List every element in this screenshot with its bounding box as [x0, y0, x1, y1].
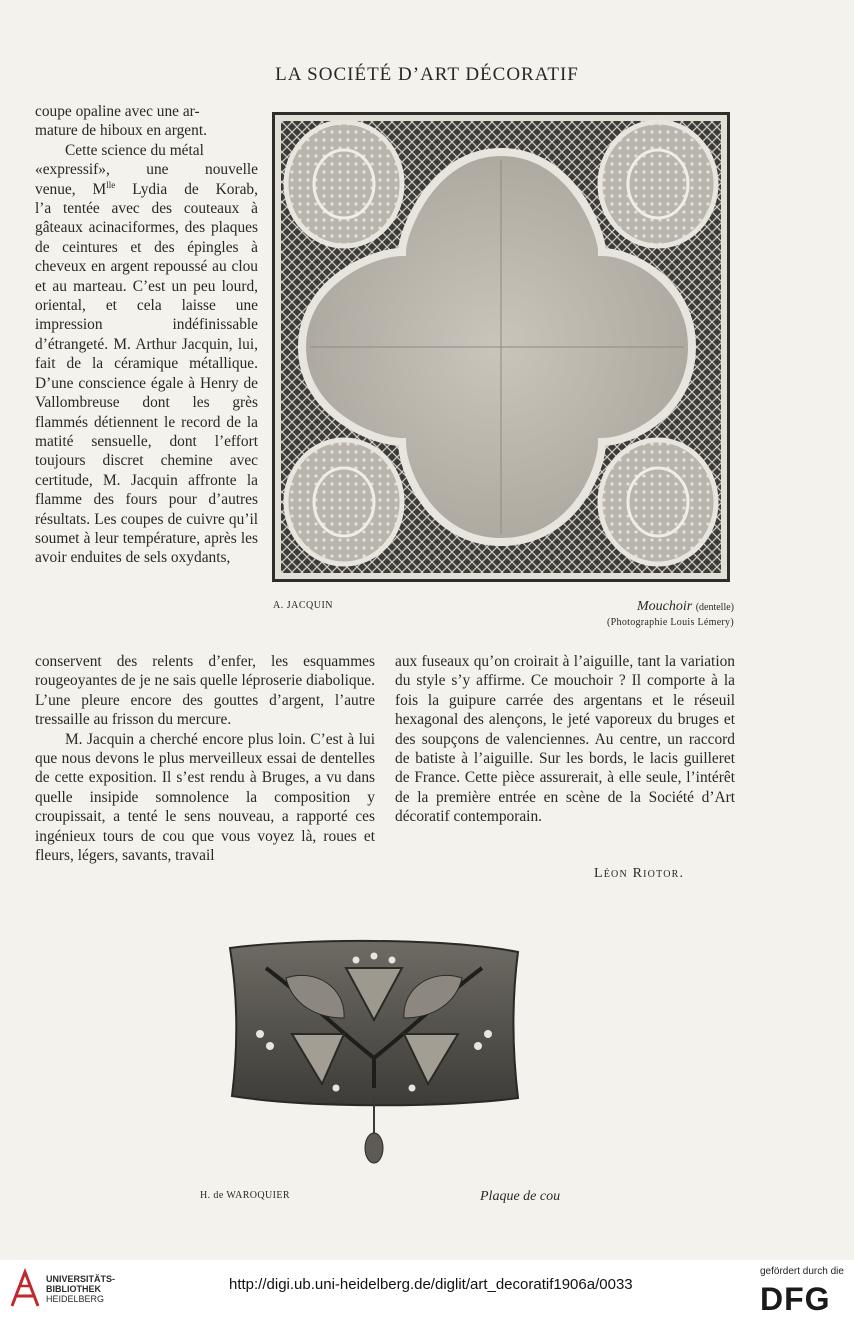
- logo-line: HEIDELBERG: [46, 1294, 105, 1304]
- lace-medallion: [286, 122, 402, 246]
- left-col-paragraph-2-line3: [35, 180, 258, 199]
- right-col-paragraph: aux fuseaux qu’on croirait à l’aiguille, tant la variation du style s’y affirme. Ce mouchoir ? Il comporte à la fois la guipure carrée des argentans et le réseuil hexagonal des alençons, le jeté vaporeux du bruges et des soupçons de valenciennes. Au centre, un raccord de batiste à l’aiguille. Sur les bords, le lacis guilleret de France. Cette pièce assurerait, à elle seule, l’intérêt de la première entrée en scène de la Société d’Art décoratif contemporain.: [395, 653, 735, 826]
- right-column: [395, 652, 735, 827]
- lower-left-paragraph-1: conservent des relents d’enfer, les esquammes rougeoyantes de je ne sais quelle léproserie diabolique. L’une pleure encore des gouttes d’argent, l’autre tressaille au frisson du mercure.: [35, 653, 375, 729]
- figure1-artist: A. JACQUIN: [273, 600, 333, 611]
- dfg-logo-icon: [760, 1282, 844, 1314]
- figure1-credit: (Photographie Louis Lémery): [607, 617, 734, 628]
- lace-medallion: [600, 122, 716, 246]
- dfg-logo-text: DFG: [760, 1282, 831, 1314]
- left-col-paragraph-2-line1: Cette science du métal: [65, 141, 204, 159]
- lower-left-paragraph-2: M. Jacquin a cherché encore plus loin. C’est à lui que nous devons le plus merveilleux essai de dentelles de cette exposition. Il s’est rendu à Bruges, a vu dans quelle insipide somnolence la composition y croupissait, a tenté le sens nouveau, a rapporté ces ingénieux tours de cou que vous voyez là, roues et fleurs, légers, savants, travail: [35, 730, 375, 865]
- left-column: [35, 102, 258, 568]
- figure2-artist: H. de WAROQUIER: [200, 1190, 290, 1201]
- left-col-text: Lydia de Korab,: [115, 180, 258, 198]
- lace-medallion: [600, 440, 716, 564]
- neck-plaque-image: [226, 938, 522, 1170]
- lower-left-column: [35, 652, 375, 865]
- figure1-title: [637, 599, 734, 615]
- figure1-title-text: Mouchoir: [636, 599, 693, 614]
- left-col-text: venue, M: [35, 180, 107, 198]
- left-col-paragraph-2-rest: l’a tentée avec des couteaux à gâteaux acinaciformes, des plaques de ceintures et des épingles à cheveux en argent repoussé au clou et au marteau. C’est un peu lourd, oriental, et cela laisse une impression indéfinissable d’étrangeté. M. Arthur Jacquin, lui, fait de la céramique métallique. D’une conscience égale à Henry de Vallombreuse dont les grès flammés détiennent le record de la matité sensuelle, dont l’effort toujours discret chemine avec certitude, M. Jacquin affronte la flamme des fours pour d’autres résultats. Les coupes de cuivre qu’il soumet à leur température, après les avoir enduites de sels oxydants,: [35, 200, 258, 567]
- university-library-name: [46, 1274, 115, 1304]
- figure2-title: Plaque de cou: [480, 1189, 561, 1204]
- left-col-paragraph-2-line2: «expressif», une nouvelle: [35, 161, 258, 179]
- lace-medallion: [286, 440, 402, 564]
- source-url-link[interactable]: http://digi.ub.uni-heidelberg.de/diglit/art_decoratif1906a/0033: [229, 1276, 633, 1293]
- lace-handkerchief-image: [272, 112, 730, 582]
- left-col-paragraph-1-cont: coupe opaline avec une ar- mature de hiboux en argent.: [35, 103, 207, 140]
- funding-label: gefördert durch die: [760, 1266, 844, 1277]
- university-library-logo-icon: [10, 1268, 40, 1308]
- page-title: LA SOCIÉTÉ D’ART DÉCORATIF: [275, 64, 579, 85]
- figure1-medium: (dentelle): [695, 602, 734, 613]
- author-signature: Léon Riotor.: [594, 866, 685, 881]
- digitization-footer: [0, 1260, 854, 1322]
- logo-line: UNIVERSITÄTS-: [46, 1274, 116, 1284]
- left-col-superscript: lle: [106, 179, 116, 190]
- logo-line: BIBLIOTHEK: [46, 1284, 101, 1294]
